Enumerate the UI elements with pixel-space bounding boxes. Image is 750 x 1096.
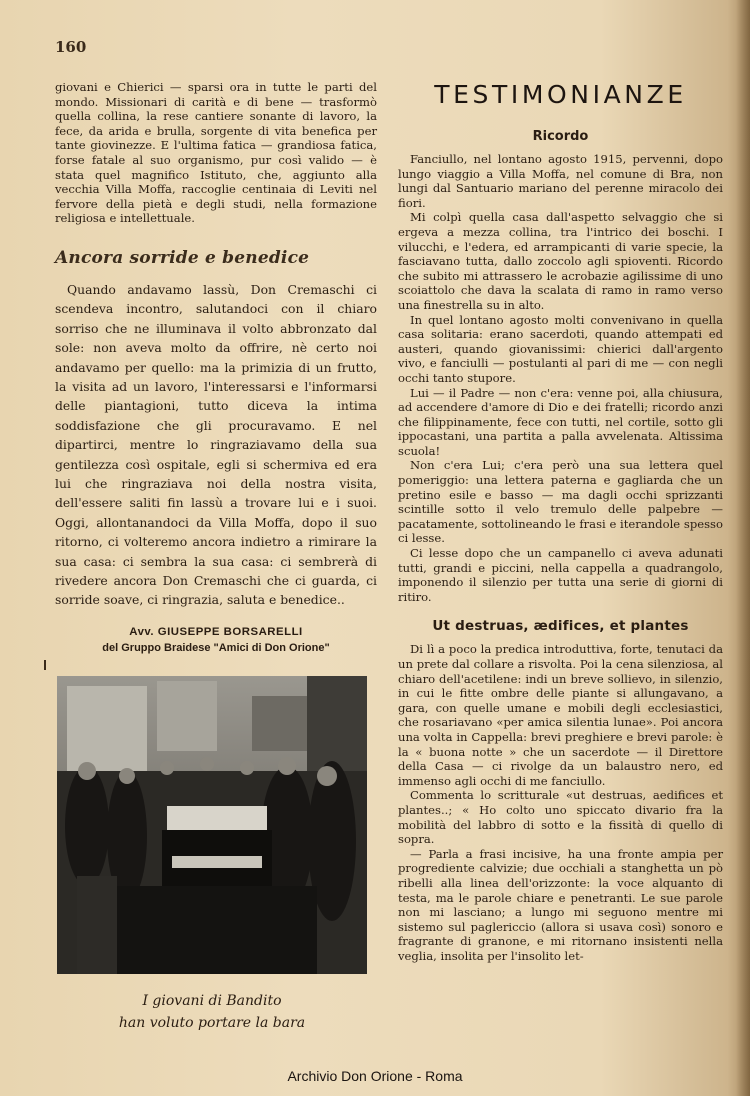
main-title: TESTIMONIANZE	[434, 80, 687, 109]
author-name: Avv. GIUSEPPE BORSARELLI	[129, 625, 303, 638]
body-paragraph: Quando andavamo lassù, Don Cremaschi ci scendeva incontro, salutandoci con il chiaro sorriso che ne illuminava il volto abbronzato dal sole: non aveva molto da offrire, nè certo noi andavamo per quello: ma la primizia di un frutto, la visita ad un lavoro, l'interessarsi e l'informarsi delle piantagioni, tutto diceva la intima soddisfazione che gli procuravamo. E nel dipartirci, mentre lo ringraziavamo della sua gentilezza così ospitale, egli si schermiva ed era lui che ringraziava noi della nostra visita, dell'essere saliti fin lassù a trovare lui e i suoi. Oggi, allontanandoci da Villa Moffa, dopo il suo ritorno, ci volteremo ancora indietro a rimirare la sua casa: ci sembra la sua casa: ci sembrerà di rivedere ancora Don Cremaschi che ci guarda, ci sorride soave, ci ringrazia, saluta e benedice..	[55, 281, 377, 608]
archive-footer: Archivio Don Orione - Roma	[287, 1068, 463, 1084]
author-group: del Gruppo Braidese "Amici di Don Orione"	[102, 641, 330, 654]
ut-paragraph-1: Di lì a poco la predica introduttiva, forte, tenutaci da un prete dal collare a risvolta. Poi la cena silenziosa, al chiaro dell'acetilene: indi un breve sollievo, in silenzio, in cui le fitte ombre delle piante si allungavano, a gara, con quelle umane e mobili degli ecclesiastici, che rosariavano «per amica silentia lunae». Poi ancora una volta in Cappella: brevi preghiere e brevi parole: è la « buona notte » che un sacerdote — il Direttore della Casa — ci rivolge da un balaustro nero, ed immenso agli occhi di me fanciullo.	[398, 642, 723, 788]
ricordo-paragraph-3: In quel lontano agosto molti convenivano in quella casa solitaria: erano sacerdoti, quando attempati ed austeri, quando giovanissimi: chierici dall'argento vivo, e fanciulli — postulanti al pari di me — con negli occhi tanto stupore.	[398, 312, 723, 385]
ricordo-paragraph-2: Mi colpì quella casa dall'aspetto selvaggio che si ergeva a mezza collina, tra l'intrico dei boschi. I vilucchi, e l'edera, ed arrampicanti di varie specie, la fasciavano tutta, dallo zoccolo agli spioventi. Ricordo che subito mi attrassero le acrobazie agilissime di uno scoiattolo che dava la scalata di ramo in ramo verso una finestrella su in alto.	[398, 210, 723, 312]
caption-line-2: han voluto portare la bara	[118, 1015, 306, 1031]
photo-caption	[57, 990, 367, 1034]
left-column	[55, 80, 377, 654]
subtitle-ricordo: Ricordo	[532, 129, 589, 144]
ricordo-paragraph-1: Fanciullo, nel lontano agosto 1915, pervenni, dopo lungo viaggio a Villa Moffa, nel comune di Bra, non lungi dal Santuario mariano del perenne miracolo dei fiori.	[398, 152, 723, 210]
ricordo-paragraph-4: Lui — il Padre — non c'era: venne poi, alla chiusura, ad accendere d'amore di Dio e dei fratelli; ricordo anzi che filippinamente, fece con tutti, nel cortile, sotto gli ippocastani, una partita a palla avvelenata. Altissima scuola!	[398, 385, 723, 458]
funeral-photo	[57, 676, 367, 974]
ut-paragraph-2: Commenta lo scritturale «ut destruas, aedifices et plantes..; « Ho colto uno spiccato divario fra la mobilità del labbro di sotto e la fissità di quello di sopra.	[398, 788, 723, 847]
ut-paragraph-3: — Parla a frasi incisive, ha una fronte ampia per progrediente calvizie; due occhiali a stanghetta un pò ribelli alla linea dell'orizzonte: la voce alquanto di testa, ma le parole chiare e penetranti. Le sue parole non mi lasciano; a lungo mi seguono mentre mi sistemo sul paglericcio (allora si usava così) sonoro e fragrante di granone, e mi ritornano insistenti nella veglia, insolita per l'insolito let-	[398, 846, 723, 963]
subtitle-ut-destruas: Ut destruas, ædifices, et plantes	[432, 618, 689, 635]
photo-image	[57, 676, 367, 974]
page-number: 160	[55, 38, 87, 56]
ricordo-paragraph-5: Non c'era Lui; c'era però una sua lettera quel pomeriggio: una lettera paterna e gagliarda che un pretino esile e basso — ma dagli occhi sprizzanti scintille sotto il velo tremulo delle palpebre — pacatamente, sottolineando le frasi e iterandole spesso ci lesse.	[398, 458, 723, 546]
page-edge-shadow	[736, 0, 750, 1096]
intro-paragraph: giovani e Chierici — sparsi ora in tutte le parti del mondo. Missionari di carità e di bene — trasformò quella collina, la rese cantiere sonante di lavoro, la fece, da arida e brulla, sorgente di vita benefica per tante giovinezze. E l'ultima fatica — grandiosa fatica, forse fatale al suo organismo, pur così valido — è stata quel magnifico Istituto, che, aggiunto alla vecchia Villa Moffa, raccoglie centinaia di Leviti nel fervore della pietà e degli studi, nella formazione religiosa e intellettuale.	[55, 80, 377, 226]
caption-line-1: I giovani di Bandito	[142, 993, 282, 1009]
margin-mark	[44, 660, 46, 670]
right-column	[398, 80, 723, 963]
ricordo-paragraph-6: Ci lesse dopo che un campanello ci aveva adunati tutti, grandi e piccini, nella cappella a quadrangolo, imponendo il silenzio per tutta una serie di giorni di ritiro.	[398, 546, 723, 604]
section-heading: Ancora sorride e benedice	[55, 247, 310, 268]
